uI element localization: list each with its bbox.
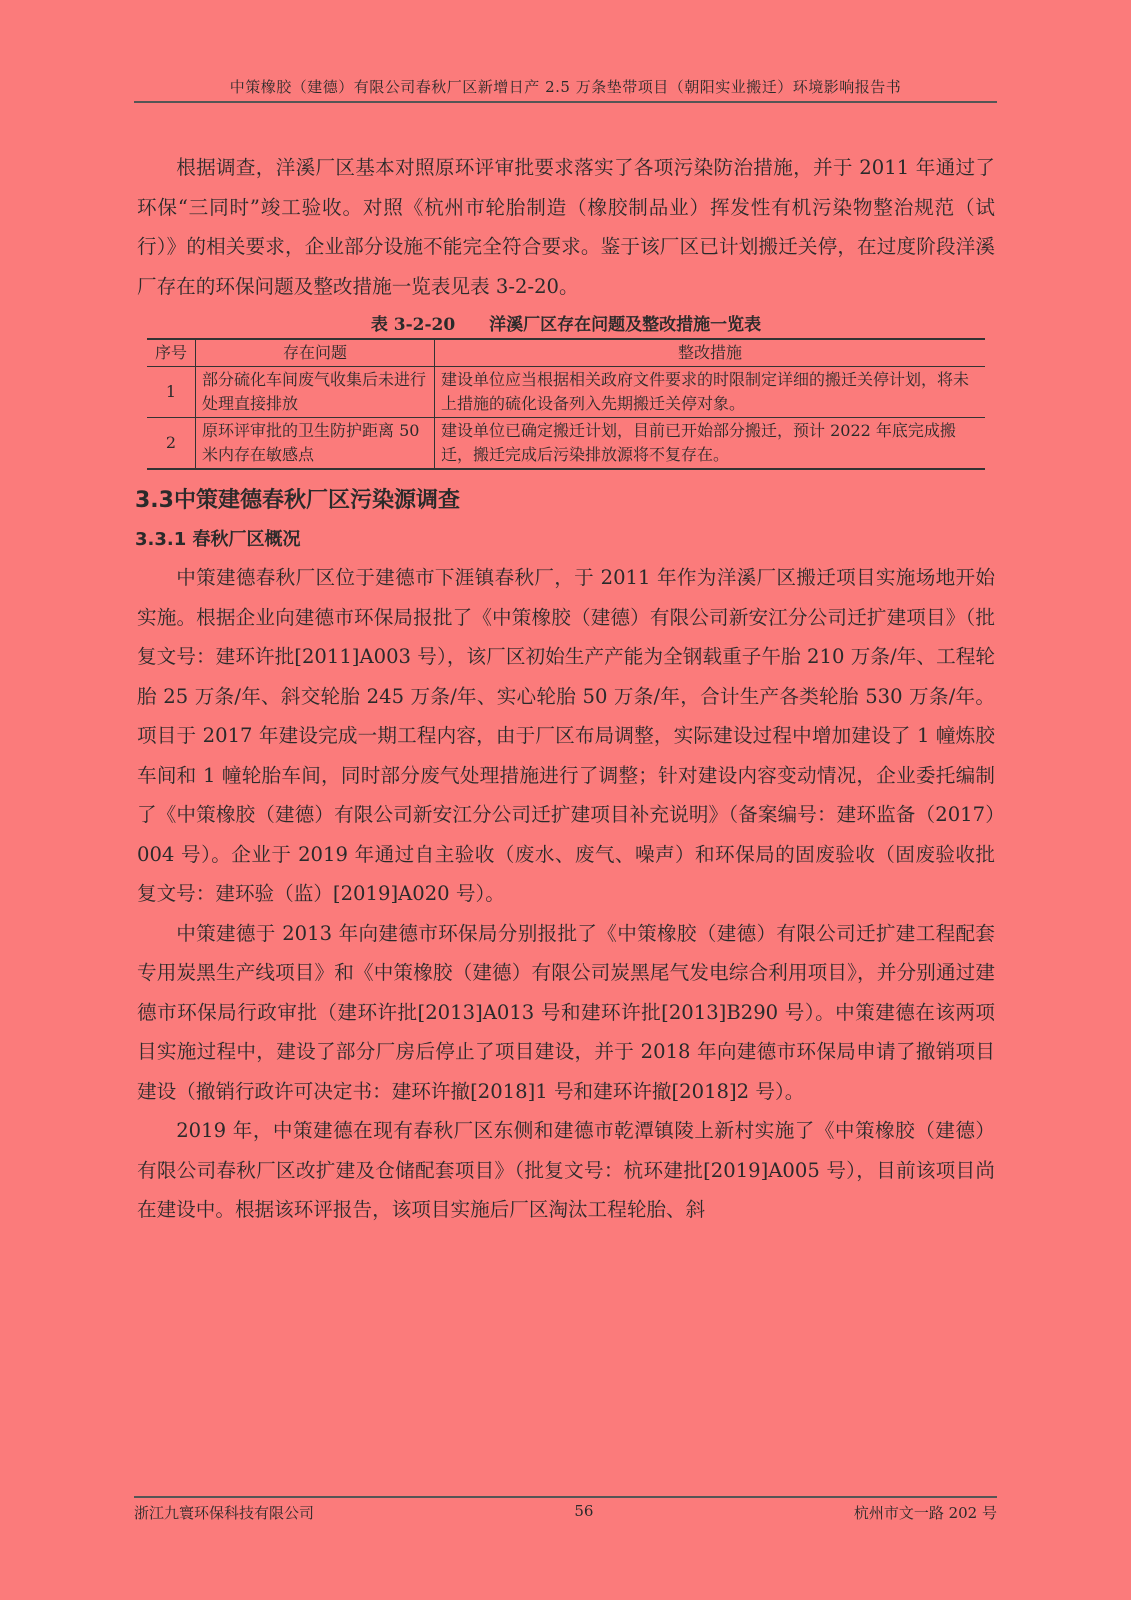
section-heading: 3.3中策建德春秋厂区污染源调查 — [135, 488, 460, 513]
col-header-no: 序号 — [147, 339, 196, 367]
body-paragraph: 中策建德于 2013 年向建德市环保局分别报批了《中策橡胶（建德）有限公司迁扩建工程配套专用炭黑生产线项目》和《中策橡胶（建德）有限公司炭黑尾气发电综合利用项目》，并分别通过建德市环保局行政审批（建环许批[2013]A013 号和建环许批[2013]B290 号）。中策建德在该两项目实施过程中，建设了部分厂房后停止了项目建设，并于 2018 年向建德市环保局申请了撤销项目建设（撤销行政许可决定书：建环许撤[2018]1 号和建环许撤[2018]2 号）。 — [137, 921, 995, 1103]
body-paragraph: 2019 年，中策建德在现有春秋厂区东侧和建德市乾潭镇陵上新村实施了《中策橡胶（建德）有限公司春秋厂区改扩建及仓储配套项目》（批复文号：杭环建批[2019]A005 号），目前该项目尚在建设中。根据该环评报告，该项目实施后厂区淘汰工程轮胎、斜 — [137, 1119, 995, 1221]
page-content — [137, 148, 995, 1230]
footer-company: 浙江九寰环保科技有限公司 — [134, 1504, 315, 1522]
row-number: 1 — [147, 367, 196, 418]
intro-paragraph: 根据调查，洋溪厂区基本对照原环评审批要求落实了各项污染防治措施，并于 2011 年通过了环保“三同时”竣工验收。对照《杭州市轮胎制造（橡胶制品业）挥发性有机污染物整治规范（试行）》的相关要求，企业部分设施不能完全符合要求。鉴于该厂区已计划搬迁关停，在过度阶段洋溪厂存在的环保问题及整改措施一览表见表 3-2-20。 — [137, 156, 995, 298]
page-number: 56 — [574, 1502, 594, 1520]
header-title: 中策橡胶（建德）有限公司春秋厂区新增日产 2.5 万条垫带项目（朝阳实业搬迁）环境影响报告书 — [229, 78, 902, 96]
row-number: 2 — [147, 418, 196, 470]
page-footer — [134, 1496, 997, 1523]
body-paragraph: 中策建德春秋厂区位于建德市下涯镇春秋厂，于 2011 年作为洋溪厂区搬迁项目实施场地开始实施。根据企业向建德市环保局报批了《中策橡胶（建德）有限公司新安江分公司迁扩建项目》（批复文号：建环许批[2011]A003 号），该厂区初始生产产能为全钢载重子午胎 210 万条/年、工程轮胎 25 万条/年、斜交轮胎 245 万条/年、实心轮胎 50 万条/年，合计生产各类轮胎 530 万条/年。项目于 2017 年建设完成一期工程内容，由于厂区布局调整，实际建设过程中增加建设了 1 幢炼胶车间和 1 幢轮胎车间，同时部分废气处理措施进行了调整；针对建设内容变动情况，企业委托编制了《中策橡胶（建德）有限公司新安江分公司迁扩建项目补充说明》（备案编号：建环监备（2017）004 号）。企业于 2019 年通过自主验收（废水、废气、噪声）和环保局的固废验收（固废验收批复文号：建环验（监）[2019]A020 号）。 — [137, 566, 995, 905]
col-header-measure: 整改措施 — [435, 339, 986, 367]
row-measure: 建设单位应当根据相关政府文件要求的时限制定详细的搬迁关停计划，将未上措施的硫化设备列入先期搬迁关停对象。 — [435, 367, 986, 418]
issues-table — [147, 338, 985, 470]
table-caption: 表 3-2-20 洋溪厂区存在问题及整改措施一览表 — [370, 315, 762, 335]
row-measure: 建设单位已确定搬迁计划，目前已开始部分搬迁，预计 2022 年底完成搬迁，搬迁完成后污染排放源将不复存在。 — [435, 418, 986, 470]
page-header — [134, 76, 997, 103]
table-header-row — [147, 339, 985, 367]
footer-address: 杭州市文一路 202 号 — [853, 1504, 997, 1522]
table-row — [147, 418, 985, 470]
row-issue: 部分硫化车间废气收集后未进行处理直接排放 — [196, 367, 435, 418]
row-issue: 原环评审批的卫生防护距离 50 米内存在敏感点 — [196, 418, 435, 470]
subsection-heading: 3.3.1 春秋厂区概况 — [135, 529, 301, 550]
table-row — [147, 367, 985, 418]
col-header-issue: 存在问题 — [196, 339, 435, 367]
